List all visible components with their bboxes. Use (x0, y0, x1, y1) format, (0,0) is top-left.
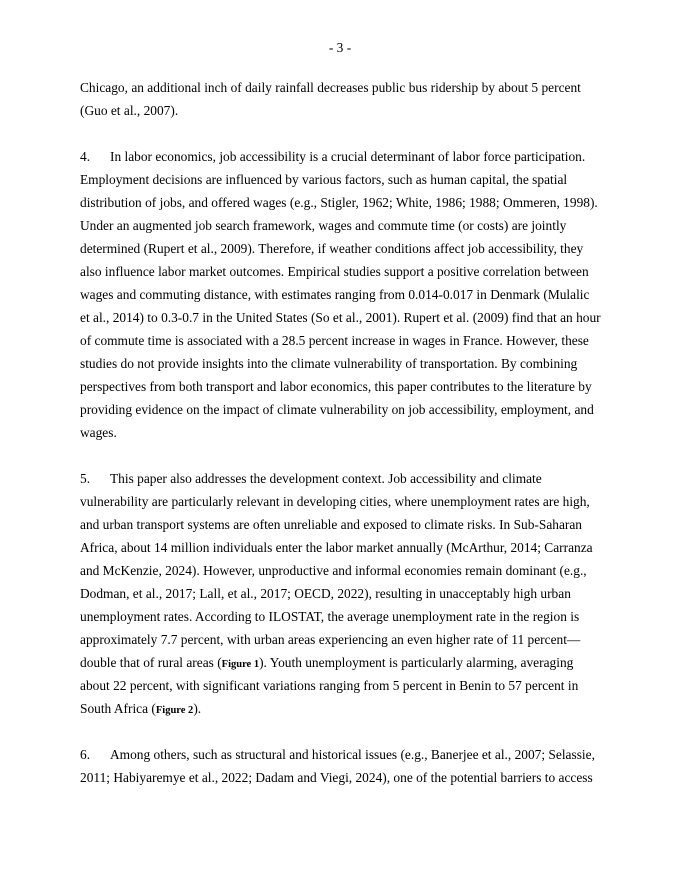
text-segment: This paper also addresses the development context. Job accessibility and climate (110, 471, 542, 486)
paragraph-number: 4. (80, 149, 91, 164)
text-line (80, 467, 602, 490)
text-line: of commute time is associated with a 28.5 percent increase in wages in France. However, these (80, 333, 589, 348)
text-line: Africa, about 14 million individuals enter the labor market annually (McArthur, 2014; Carranza (80, 540, 593, 555)
text-line: approximately 7.7 percent, with urban areas experiencing an even higher rate of 11 percent— (80, 632, 581, 647)
text-line: Employment decisions are influenced by various factors, such as human capital, the spatial (80, 172, 568, 187)
paragraph-4 (80, 145, 602, 444)
text-segment: ). Youth unemployment is particularly alarming, averaging (259, 655, 574, 670)
text-line: wages. (80, 425, 117, 440)
text-line (80, 743, 602, 766)
text-line: Under an augmented job search framework, wages and commute time (or costs) are jointly (80, 218, 567, 233)
text-segment: double that of rural areas ( (80, 655, 222, 670)
text-line: vulnerability are particularly relevant in developing cities, where unemployment rates are high, (80, 494, 590, 509)
paragraph-number: 5. (80, 471, 91, 486)
text-line: 2011; Habiyaremye et al., 2022; Dadam and Viegi, 2024), one of the potential barriers to access (80, 770, 593, 785)
text-line: perspectives from both transport and labor economics, this paper contributes to the literature by (80, 379, 592, 394)
text-line: et al., 2014) to 0.3-0.7 in the United States (So et al., 2001). Rupert et al. (2009) find that an hour (80, 310, 601, 325)
figure-reference-link[interactable]: Figure 2 (155, 705, 194, 716)
page-number: - 3 - (328, 40, 352, 55)
text-line: and urban transport systems are often unreliable and exposed to climate risks. In Sub-Saharan (80, 517, 583, 532)
text-line: also influence labor market outcomes. Empirical studies support a positive correlation between (80, 264, 589, 279)
paragraph-5 (80, 467, 602, 720)
text-line (80, 145, 602, 168)
text-segment: South Africa ( (80, 701, 156, 716)
text-line: distribution of jobs, and offered wages (e.g., Stigler, 1962; White, 1986; 1988; Ommeren, 1998). (80, 195, 598, 210)
text-line: wages and commuting distance, with estimates ranging from 0.014-0.017 in Denmark (Mulalic (80, 287, 590, 302)
paragraph-continuation (80, 76, 602, 122)
text-segment: Among others, such as structural and historical issues (e.g., Banerjee et al., 2007; Selassie, (110, 747, 595, 762)
paragraph-number: 6. (80, 747, 91, 762)
text-line: unemployment rates. According to ILOSTAT, the average unemployment rate in the region is (80, 609, 580, 624)
text-line: about 22 percent, with significant variations ranging from 5 percent in Benin to 57 percent in (80, 678, 579, 693)
figure-reference-link[interactable]: Figure 1 (221, 659, 260, 670)
text-line: (Guo et al., 2007). (80, 103, 179, 118)
text-line: Dodman, et al., 2017; Lall, et al., 2017; OECD, 2022), resulting in unacceptably high urban (80, 586, 571, 601)
text-line: and McKenzie, 2024). However, unproductive and informal economies remain dominant (e.g., (80, 563, 587, 578)
text-segment: ). (193, 701, 202, 716)
paragraph-6 (80, 743, 602, 789)
text-line (80, 651, 602, 674)
text-segment: In labor economics, job accessibility is a crucial determinant of labor force participation. (110, 149, 586, 164)
text-line: studies do not provide insights into the climate vulnerability of transportation. By combining (80, 356, 578, 371)
text-line: providing evidence on the impact of climate vulnerability on job accessibility, employment, and (80, 402, 594, 417)
text-line: determined (Rupert et al., 2009). Therefore, if weather conditions affect job accessibility, they (80, 241, 584, 256)
text-line: Chicago, an additional inch of daily rainfall decreases public bus ridership by about 5 percent (80, 80, 581, 95)
text-line (80, 697, 602, 720)
